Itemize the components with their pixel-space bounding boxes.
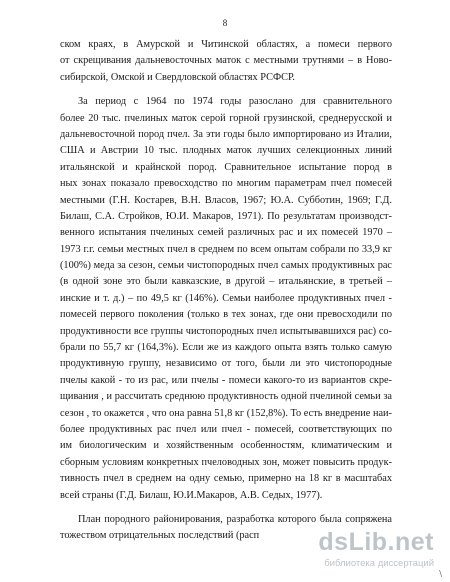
text-line: инские и т. д.) – по 49,5 кг (146%). Семьи наиболее продуктивных пчел - [60,292,392,304]
text-line: тивность пчел в среднем на одну семью, примерно на 18 кг в масштабах [60,473,392,485]
text-line: ском краях, в Амурской и Читинской областях, а помеси первого [60,39,392,50]
text-line: дальневосточной пород пчел. За эти годы было импортировано из Италии, [60,128,392,140]
text-line: сборным условиям конкретных пчеловодных зон, может повысить продук- [60,456,392,468]
watermark-caption: библиотека диссертаций [324,558,434,569]
text-line: продуктивности все группы чистопородных пчел испытывавшихся рас) со- [60,325,392,337]
text-line: щивания , и рассчитать среднюю продуктивность одной пчелиной семьи за [60,391,392,403]
text-line: местными (Г.Н. Костарев, В.Н. Власов, 1967; Ю.А. Субботин, 1969; Г.Д. [60,194,392,206]
paragraph-gap [60,86,392,94]
text-line: более 20 тыс. пчелиных маток серой горной грузинской, среднерусской и [60,112,392,124]
text-line: брали по 55,7 кг (164,3%). Если же из каждого опыта взять только самую [60,342,392,354]
text-line: сибирской, Омской и Свердловской областях РСФСР. [60,71,295,83]
text-line: 1973 г.г. семьи местных пчел в среднем по всем опытам собрали по 33,9 кг [60,243,392,255]
watermark [290,528,440,572]
text-line: тожеством отрицательных последствий (расп [60,530,260,542]
watermark-logo: dsLib.net [318,528,434,556]
body-text [60,37,392,545]
text-line: План породного районирования, разработка которого была сопряжена [78,513,392,525]
text-line: За период с 1964 по 1974 годы разослано для сравнительного [78,96,392,108]
text-line: продуктивную группу, независимо от того, были ли это чистопородные [60,358,392,370]
text-line: (в одной зоне это были кавказские, в другой – итальянские, в третьей – [60,276,392,288]
text-line: более продуктивных рас пчел или пчел - помесей, соответствующих по [60,423,392,435]
text-line: им биологическим и хозяйственным особенностям, климатическим и [60,440,392,452]
text-line: (100%) меда за сезон, семьи чистопородных пчел самых продуктивных рас [60,260,392,272]
text-line: сезон , то окажется , что она равна 51,8 кг (152,8%). То есть внедрение наи- [60,407,392,419]
text-line: ных зонах показало превосходство по многим параметрам пчел помесей [60,178,392,190]
text-line: всей страны (Г.Д. Билаш, Ю.И.Макаров, А.В. Седых, 1977). [60,489,323,501]
corner-mark: \ [439,569,442,580]
text-line: от скрещивания дальневосточных маток с местными трутнями – в Ново- [60,55,392,67]
text-line: итальянской и крайнской пород. Сравнительное испытание пород в [60,161,392,173]
text-line: пчелы какой - то из рас, или пчелы - помеси какого-то из вариантов скре- [60,374,392,386]
text-line: помесей первого поколения (только в тех зонах, где они превосходили по [60,309,392,321]
text-line: США и Австрии 10 тыс. плодных маток лучших селекционных линий [60,145,392,157]
text-line: венного испытания пчелиных семей различных рас и их помесей 1970 – [60,227,392,239]
text-line: Билаш, С.А. Стройков, Ю.И. Макаров, 1971). По результатам производст- [60,210,392,222]
page-number: 8 [222,18,228,28]
paragraph-gap [60,504,392,512]
